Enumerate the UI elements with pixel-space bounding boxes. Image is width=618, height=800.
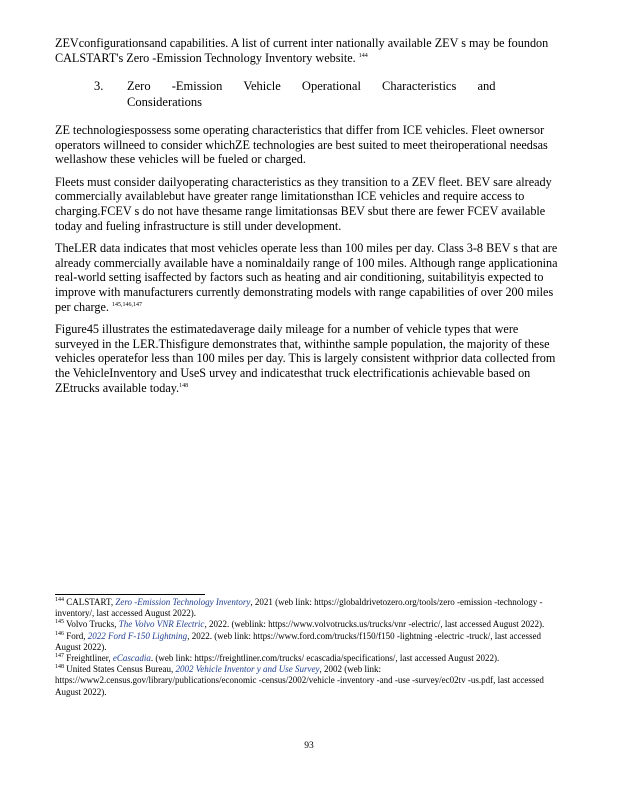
footnote-source: United States Census Bureau, <box>66 664 174 675</box>
footnote-ref-144[interactable]: 144 <box>358 52 368 59</box>
footnote-ref-145-147[interactable]: 145,146,147 <box>111 301 142 308</box>
footnote <box>55 664 560 698</box>
section-title: Zero -Emission Vehicle Operational Characteristics and Considerations <box>127 79 496 109</box>
section-heading <box>94 78 514 110</box>
footnote-details: , 2021 (web link: https://globaldrivetozero.org/tools/zero -emission -technology -inventory/, last accessed August 2022). <box>55 597 543 619</box>
paragraph-text: Fleets must consider dailyoperating characteristics as they transition to a ZEV fleet. BEV sare already commercially availablebut have greater range limitationsthan ICE vehicles and require access to charging.FCEV s do not have thesame range limitationsas BEV sbut there are fewer FCEV available today and fueling infrastructure is still under development. <box>55 174 552 233</box>
paragraph-text: Figure45 illustrates the estimatedaverage daily mileage for a number of vehicle types that were surveyed in the LER.Thisfigure demonstrates that, withinthe sample population, the majority of these vehicles operatefor less than 100 miles per day. This is largely consistent withprior data collected from the VehicleInventory and UseS urvey and indicatesthat truck electrificationis achievable based on ZEtrucks available today. <box>55 322 556 395</box>
footnote-number: 146 <box>55 630 64 637</box>
footnotes <box>55 597 560 698</box>
footnote-number: 147 <box>55 653 64 660</box>
intro-paragraph <box>55 36 565 73</box>
page-number: 93 <box>304 741 314 751</box>
footnote-divider <box>55 594 205 595</box>
footnote-title-link[interactable]: eCascadia <box>112 653 151 664</box>
footnote-ref-148[interactable]: 148 <box>179 382 189 389</box>
paragraph <box>55 123 565 167</box>
footnote-number: 145 <box>55 619 64 626</box>
paragraph <box>55 241 565 314</box>
footnote-source: Freightliner, <box>66 653 111 664</box>
footnote <box>55 631 560 653</box>
footnote-source: CALSTART, <box>66 597 114 607</box>
intro-text: ZEVconfigurationsand capabilities. A list of current inter nationally available ZEV s may be foundon CALSTART's Zero -Emission Technology Inventory website. <box>55 36 549 65</box>
footnote-title-link[interactable]: 2022 Ford F-150 Lightning <box>87 630 188 641</box>
footnote-title-link[interactable]: Zero -Emission Technology Inventory <box>115 597 251 607</box>
footnote-details: . (web link: https://freightliner.com/trucks/ ecascadia/specifications/, last accessed August 2022). <box>150 653 500 664</box>
footnote-details: , 2022. (weblink: https://www.volvotrucks.us/trucks/vnr -electric/, last accessed August 2022). <box>204 619 545 630</box>
footnote-title-link[interactable]: 2002 Vehicle Inventor y and Use Survey <box>175 664 320 675</box>
paragraph <box>55 322 565 395</box>
section-number: 3. <box>94 79 104 93</box>
footnote <box>55 619 560 630</box>
footnote <box>55 653 560 664</box>
footnote-source: Volvo Trucks, <box>66 619 117 630</box>
footnote-title-link[interactable]: The Volvo VNR Electric <box>118 619 205 630</box>
footnote-details: , 2022. (web link: https://www.ford.com/trucks/f150/f150 -lightning -electric -truck/, last accessed August 2022). <box>55 630 542 652</box>
footnote <box>55 597 560 619</box>
footnote-details: , 2002 (web link: https://www2.census.gov/library/publications/economic -census/2002/vehicle -inventory -and -use -survey/ec02tv -us.pdf, last accessed August 2022). <box>55 664 544 697</box>
paragraph-text: ZE technologiespossess some operating characteristics that differ from ICE vehicles. Fleet ownersor operators willneed to consider whichZE technologies are best suited to meet theiroperational needsas wellashow these vehicles will be fueled or charged. <box>55 123 548 167</box>
paragraph-text: TheLER data indicates that most vehicles operate less than 100 miles per day. Class 3-8 BEV s that are already commercially available have a nominaldaily range of 100 miles. Although range applicationina real-world setting isaffected by factors such as heating and air conditioning, suitabilityis expected to improve with manufacturers currently demonstrating models with range capabilities of over 200 miles per charge. <box>55 241 558 314</box>
footnote-number: 144 <box>55 597 64 603</box>
body-paragraphs <box>55 123 565 403</box>
footnote-source: Ford, <box>66 630 86 641</box>
paragraph <box>55 175 565 233</box>
footnote-number: 148 <box>55 664 64 671</box>
